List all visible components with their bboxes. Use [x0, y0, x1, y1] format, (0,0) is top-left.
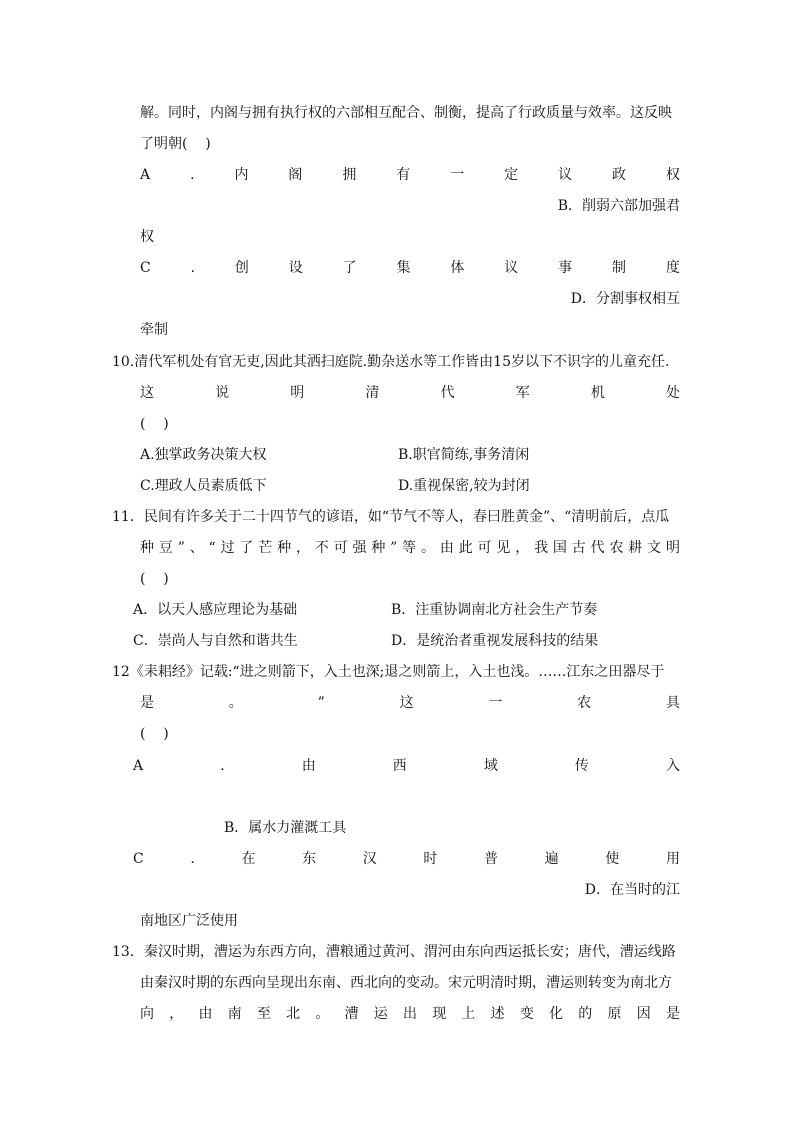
- spread-glyph: 一: [488, 695, 503, 711]
- spread-glyph: 用: [665, 851, 680, 867]
- q12-answer-paren: ( ): [140, 726, 169, 742]
- q10-option-d[interactable]: D.重视保密,较为封闭: [398, 478, 530, 494]
- spread-glyph: 可: [333, 540, 348, 556]
- spread-glyph: 制: [612, 260, 627, 276]
- spread-glyph: 权: [665, 167, 680, 183]
- spread-glyph: .: [190, 260, 196, 276]
- spread-glyph: 述: [490, 1006, 505, 1022]
- q13-stem-line-1: 13．秦汉时期，漕运为东西方向，漕粮通过黄河、渭河由东向西运抵长安；唐代，漕运线路: [112, 944, 676, 960]
- spread-glyph: 南: [227, 1006, 242, 1022]
- spread-glyph: 这: [140, 385, 154, 401]
- q12-option-d[interactable]: D．在当时的江: [584, 882, 680, 898]
- spread-glyph: 原: [607, 1006, 622, 1022]
- q12-stem-line-2: [140, 692, 680, 714]
- spread-glyph: 使: [605, 851, 620, 867]
- spread-glyph: ，: [169, 1006, 184, 1022]
- spread-glyph: 体: [450, 260, 465, 276]
- spread-glyph: A: [133, 758, 144, 774]
- spread-glyph: 东: [302, 851, 317, 867]
- spread-glyph: 议: [558, 167, 573, 183]
- spread-glyph: 农: [609, 540, 624, 556]
- q9-stem-line-2: 了明朝( ): [140, 136, 211, 152]
- spread-glyph: 变: [519, 1006, 534, 1022]
- q11-options-row-2: [133, 630, 673, 652]
- spread-glyph: 。: [228, 695, 243, 711]
- spread-glyph: 代: [590, 540, 605, 556]
- spread-glyph: ，: [295, 540, 310, 556]
- q9-option-wrap: 权: [140, 229, 154, 245]
- q11-option-a[interactable]: A．以天人感应理论为基础: [133, 602, 298, 618]
- q10-stem-line-1: 10.清代军机处有官无吏,因此其洒扫庭院.勤杂送水等工作皆由15岁以下不识字的儿童充任.: [112, 354, 670, 370]
- q12-option-a[interactable]: [133, 755, 680, 777]
- q11-options-row-1: [133, 599, 673, 621]
- spread-glyph: 遍: [544, 851, 559, 867]
- q9-option-d[interactable]: D．分割事权相互: [570, 291, 680, 307]
- q12-option-c[interactable]: [133, 848, 680, 870]
- spread-glyph: 向: [140, 1006, 154, 1022]
- spread-glyph: 传: [574, 758, 589, 774]
- spread-glyph: .: [220, 758, 225, 774]
- q11-stem-line-2: [140, 537, 680, 559]
- spread-glyph: 处: [665, 385, 680, 401]
- q9-option-a[interactable]: [140, 164, 680, 186]
- spread-glyph: 域: [483, 758, 498, 774]
- spread-glyph: 北: [286, 1006, 301, 1022]
- q11-option-d[interactable]: D．是统治者重视发展科技的结果: [391, 633, 599, 649]
- spread-glyph: 我: [534, 540, 549, 556]
- spread-glyph: 具: [665, 695, 680, 711]
- q13-stem-line-3: [140, 1003, 680, 1025]
- spread-glyph: 时: [423, 851, 438, 867]
- spread-glyph: 定: [504, 167, 519, 183]
- spread-glyph: 一: [450, 167, 465, 183]
- spread-glyph: 了: [239, 540, 254, 556]
- spread-glyph: 集: [396, 260, 411, 276]
- spread-glyph: 。: [315, 1006, 330, 1022]
- q12-option-b[interactable]: B．属水力灌溉工具: [224, 820, 347, 836]
- spread-glyph: 等: [402, 540, 417, 556]
- spread-glyph: 因: [636, 1006, 651, 1022]
- spread-glyph: 事: [558, 260, 573, 276]
- spread-glyph: 明: [290, 385, 305, 401]
- spread-glyph: 运: [373, 1006, 388, 1022]
- q9-option-c[interactable]: [140, 257, 680, 279]
- spread-glyph: C: [140, 260, 151, 276]
- spread-glyph: 过: [220, 540, 235, 556]
- spread-glyph: 普: [484, 851, 499, 867]
- spread-glyph: 现: [432, 1006, 447, 1022]
- q13-stem-line-2: 由秦汉时期的东西向呈现出东南、西北向的变动。宋元明清时期，漕运则转变为南北方: [140, 975, 672, 991]
- spread-glyph: 强: [352, 540, 367, 556]
- spread-glyph: ”: [177, 540, 185, 556]
- q10-stem-line-2: [140, 382, 680, 404]
- spread-glyph: C: [133, 851, 144, 867]
- spread-glyph: 此: [458, 540, 473, 556]
- spread-glyph: .: [190, 167, 195, 183]
- spread-glyph: “: [208, 540, 216, 556]
- spread-glyph: 议: [504, 260, 519, 276]
- spread-glyph: 由: [439, 540, 454, 556]
- spread-glyph: 清: [365, 385, 380, 401]
- spread-glyph: 军: [515, 385, 530, 401]
- spread-glyph: 由: [301, 758, 316, 774]
- spread-glyph: ”: [317, 695, 325, 711]
- spread-glyph: 见: [496, 540, 511, 556]
- spread-glyph: 由: [198, 1006, 213, 1022]
- spread-glyph: 的: [578, 1006, 593, 1022]
- spread-glyph: 出: [402, 1006, 417, 1022]
- spread-glyph: 是: [140, 695, 154, 711]
- q12-stem-line-1: 12《耒耜经》记载:“进之则箭下，入土也深;退之则箭上，入土也浅。……江东之田器尽于: [112, 664, 665, 680]
- spread-glyph: 不: [314, 540, 329, 556]
- spread-glyph: 拥: [342, 167, 357, 183]
- spread-glyph: 芒: [258, 540, 273, 556]
- spread-glyph: 在: [241, 851, 256, 867]
- spread-glyph: 农: [577, 695, 592, 711]
- spread-glyph: 可: [477, 540, 492, 556]
- spread-glyph: ”: [390, 540, 398, 556]
- q11-option-b[interactable]: B．注重协调南北方社会生产节奏: [391, 602, 598, 618]
- spread-glyph: .: [190, 851, 195, 867]
- spread-glyph: 了: [342, 260, 357, 276]
- q10-option-a[interactable]: A.独掌政务决策大权: [140, 447, 267, 463]
- q10-option-b[interactable]: B.职官简练,事务清闲: [398, 447, 530, 463]
- q9-stem-line-1: 解。同时，内阁与拥有执行权的六部相互配合、制衡，提高了行政质量与效率。这反映: [140, 105, 672, 121]
- q11-option-c[interactable]: C．崇尚人与自然和谐共生: [133, 633, 298, 649]
- spread-glyph: 种: [277, 540, 292, 556]
- spread-glyph: 是: [665, 1006, 680, 1022]
- spread-glyph: 有: [396, 167, 411, 183]
- spread-glyph: 漕: [344, 1006, 359, 1022]
- q12-option-d-wrap: 南地区广泛使用: [140, 913, 238, 929]
- spread-glyph: 代: [440, 385, 455, 401]
- spread-glyph: 种: [140, 540, 154, 556]
- spread-glyph: 古: [571, 540, 586, 556]
- spread-glyph: A: [140, 167, 151, 183]
- spread-glyph: 上: [461, 1006, 476, 1022]
- spread-glyph: 汉: [362, 851, 377, 867]
- spread-glyph: 耕: [628, 540, 643, 556]
- q11-stem-line-1: 11．民间有许多关于二十四节气的谚语，如“节气不等人，春曰胜黄金”、“清明前后，点瓜: [112, 509, 670, 525]
- spread-glyph: 政: [612, 167, 627, 183]
- spread-glyph: 豆: [158, 540, 173, 556]
- spread-glyph: 明: [665, 540, 680, 556]
- spread-glyph: 文: [647, 540, 662, 556]
- spread-glyph: 阁: [288, 167, 303, 183]
- q9-option-b[interactable]: B．削弱六部加强君: [557, 198, 680, 214]
- spread-glyph: 化: [549, 1006, 564, 1022]
- q10-options-row-2: [140, 475, 680, 497]
- spread-glyph: 西: [392, 758, 407, 774]
- spread-glyph: 。: [421, 540, 436, 556]
- spread-glyph: 说: [215, 385, 230, 401]
- spread-glyph: 国: [552, 540, 567, 556]
- spread-glyph: 内: [234, 167, 249, 183]
- spread-glyph: 度: [665, 260, 680, 276]
- q10-option-c[interactable]: C.理政人员素质低下: [140, 478, 267, 494]
- spread-glyph: 创: [234, 260, 249, 276]
- spread-glyph: 设: [288, 260, 303, 276]
- q9-option-d-wrap: 牵制: [140, 322, 168, 338]
- q10-answer-paren: ( ): [140, 416, 169, 432]
- spread-glyph: ，: [515, 540, 530, 556]
- spread-glyph: 种: [371, 540, 386, 556]
- spread-glyph: 、: [189, 540, 204, 556]
- spread-glyph: 这: [399, 695, 414, 711]
- q10-options-row-1: [140, 444, 680, 466]
- spread-glyph: 入: [665, 758, 680, 774]
- q11-answer-paren: ( ): [140, 571, 169, 587]
- spread-glyph: 机: [590, 385, 605, 401]
- spread-glyph: 至: [256, 1006, 271, 1022]
